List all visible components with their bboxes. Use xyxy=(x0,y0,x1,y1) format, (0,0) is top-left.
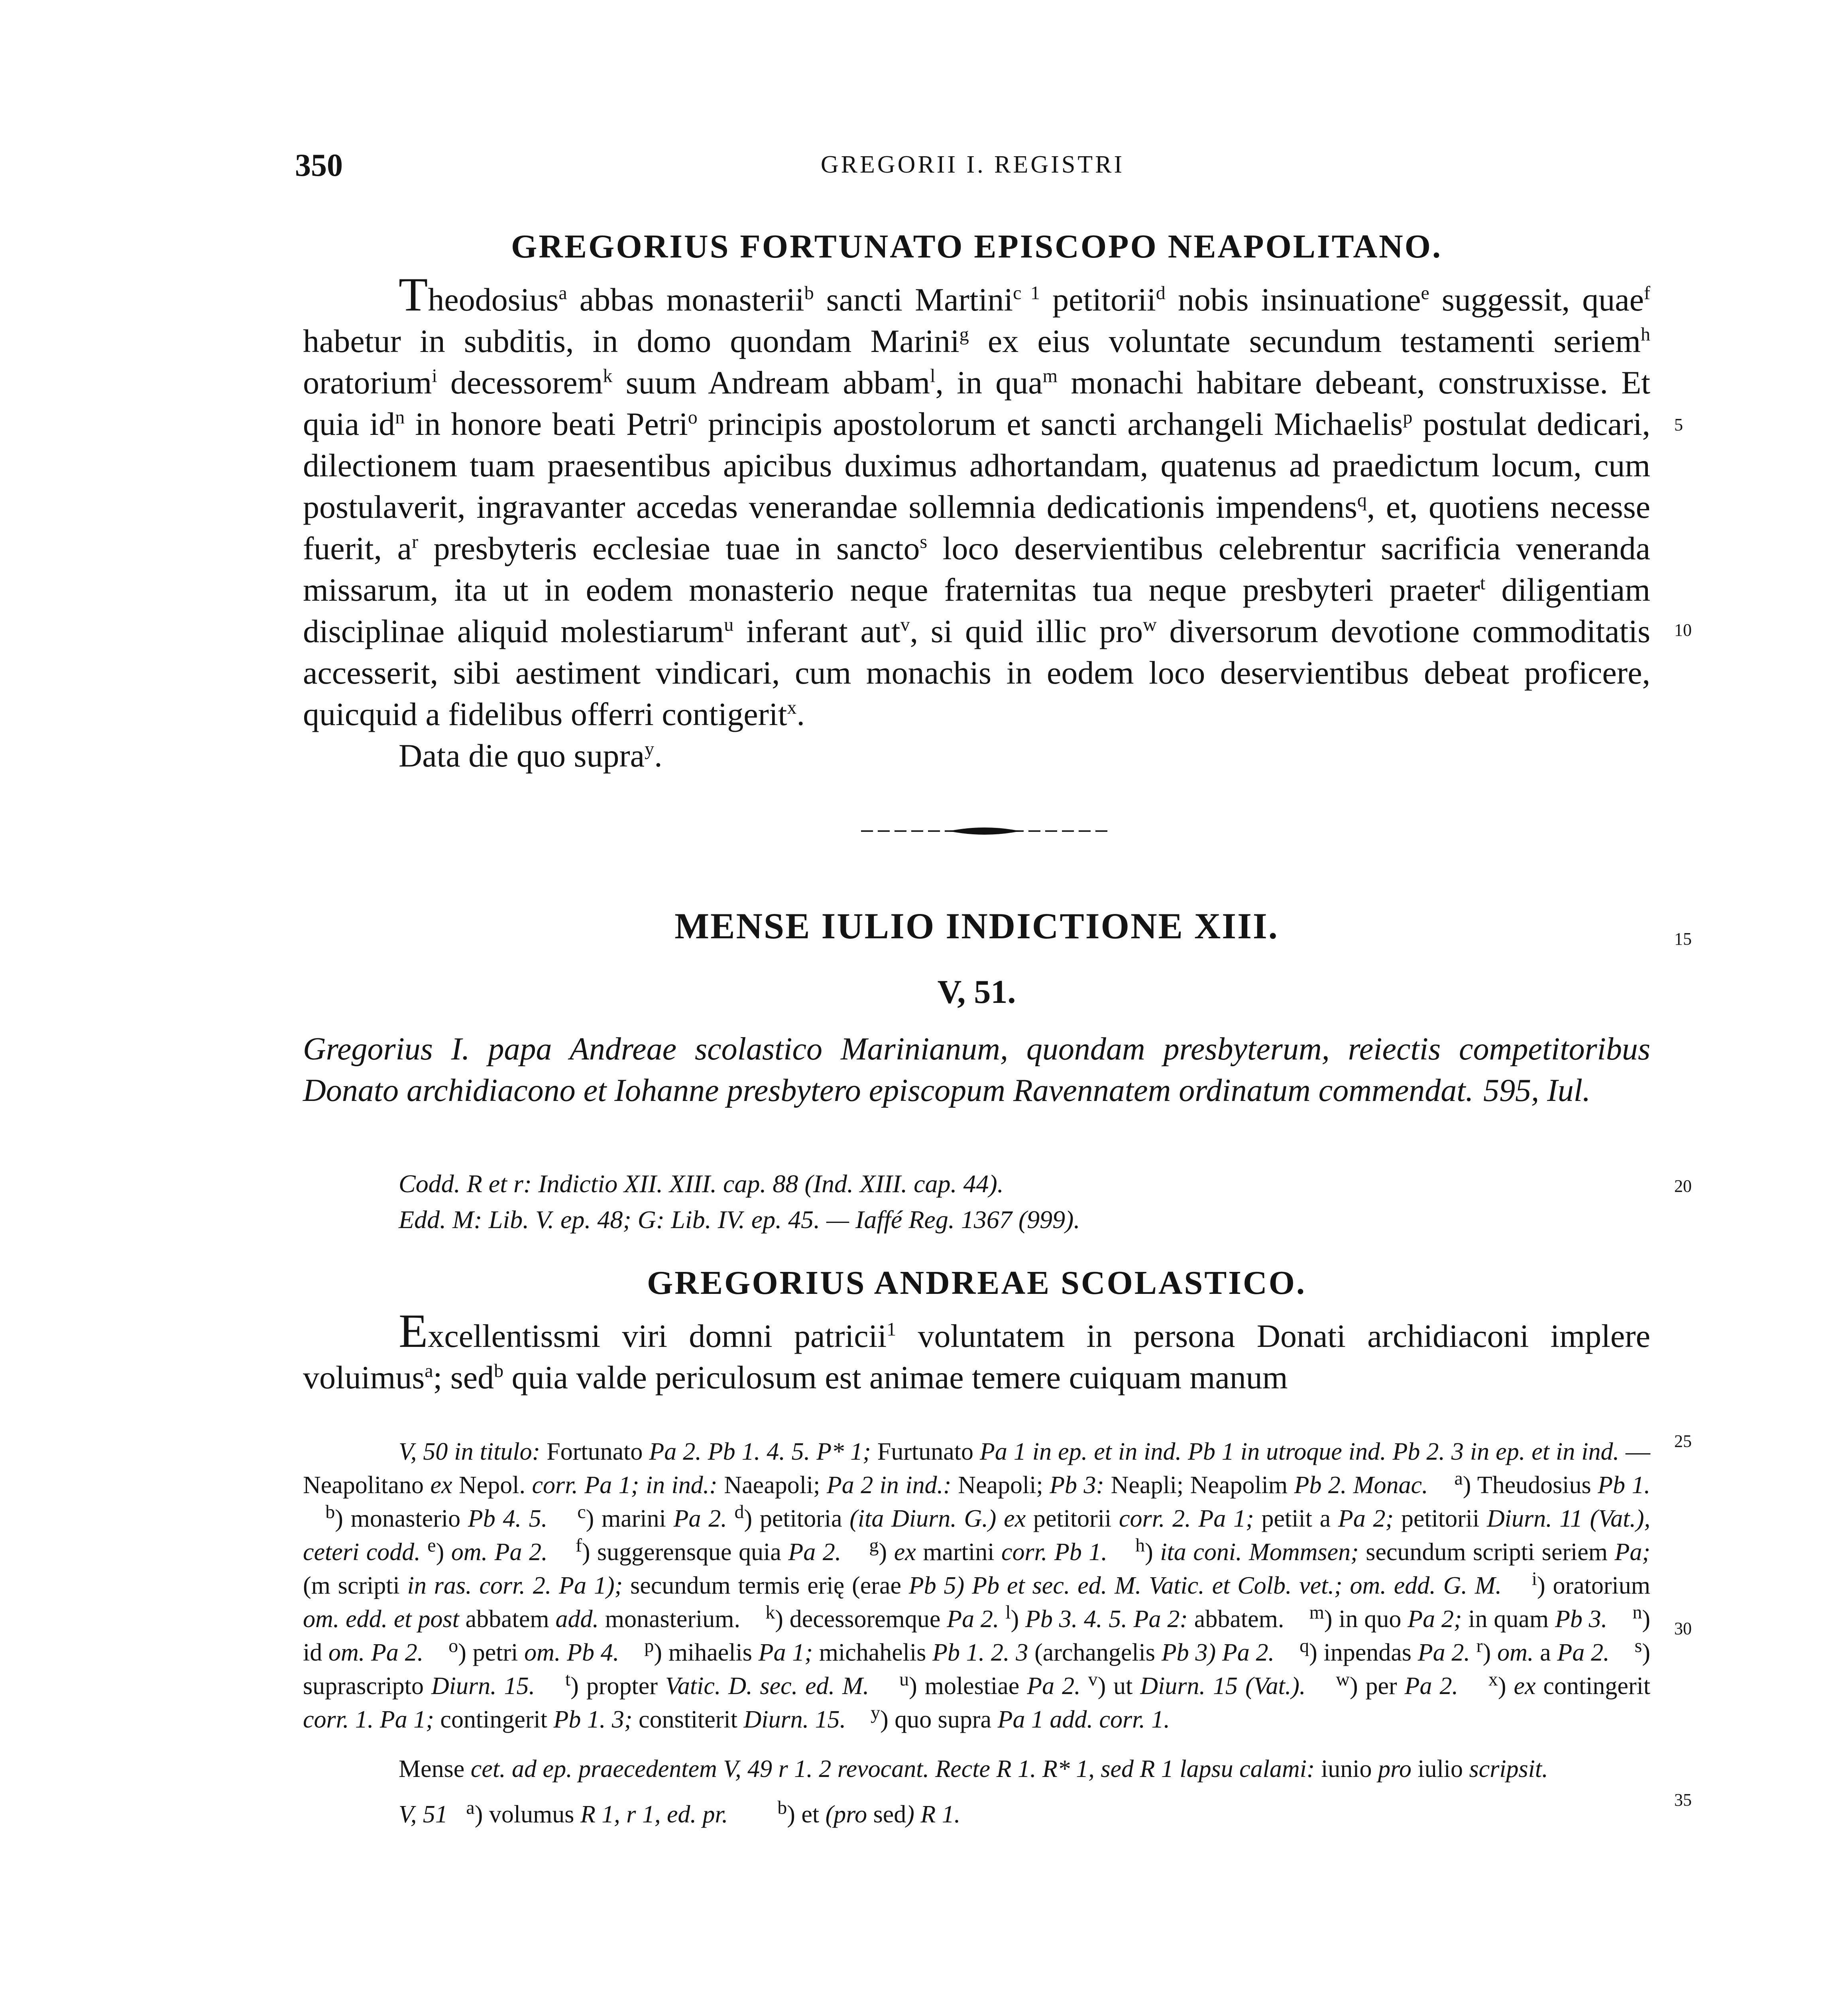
line-number: 30 xyxy=(1674,1619,1692,1638)
letter-51 xyxy=(303,1264,1650,1398)
page-number: 350 xyxy=(295,148,343,183)
line-number: 15 xyxy=(1674,929,1692,949)
codices-list xyxy=(399,1166,1614,1238)
line-number: 35 xyxy=(1674,1790,1692,1810)
apparatus-50: V, 50 in titulo: Fortunato Pa 2. Pb 1. 4. 5. P* 1; Furtunato Pa 1 in ep. et in ind. Pb 1 in utroque ind. Pb 2. 3 in ep. et in ind. — Neapolitano ex Nepol. corr. Pa 1; in ind.: Naeapoli; Pa 2 in ind.: Neapoli; Pb 3: Neapli; Neapolim Pb 2. Monac. $^a$) Theudosius Pb 1. $^b$) monasterio Pb 4. 5. $^c$) marini Pa 2. $^d$) petitoria (ita Diurn. G.) ex petitorii corr. 2. Pa 1; petiit a Pa 2; petitorii Diurn. 11 (Vat.), ceteri codd. $^e$) om. Pa 2. $^f$) suggerensque quia Pa 2. $^g$) ex martini corr. Pb 1. $^h$) ita coni. Mommsen; secundum scripti seriem Pa; (m scripti in ras. corr. 2. Pa 1); secundum termis erię (erae Pb 5) Pb et sec. ed. M. Vatic. et Colb. vet.; om. edd. G. M. $^i$) oratorium om. edd. et post abbatem add. monasterium. $^k$) decessoremque Pa 2. $^l$) Pb 3. 4. 5. Pa 2: abbatem. $^m$) in quo Pa 2; in quam Pb 3. $^n$) id om. Pa 2. $^o$) petri om. Pb 4. $^p$) mihaelis Pa 1; michahelis Pb 1. 2. 3 (archangelis Pb 3) Pa 2. $^q$) inpendas Pa 2. $^r$) om. a Pa 2. $^s$) suprascripto Diurn. 15. $^t$) propter Vatic. D. sec. ed. M. $^u$) molestiae Pa 2. $^v$) ut Diurn. 15 (Vat.). $^w$) per Pa 2. $^x$) ex contingerit corr. 1. Pa 1; contingerit Pb 1. 3; constiterit Diurn. 15. $^y$) quo supra Pa 1 add. corr. 1. xyxy=(303,1438,1651,1733)
letter-51-summary xyxy=(303,1028,1650,1111)
line-number: 5 xyxy=(1674,415,1683,434)
letter-50-closing: Data die quo supra$^y$. xyxy=(399,737,663,774)
letter-50-heading: GREGORIUS FORTUNATO EPISCOPO NEAPOLITANO. xyxy=(511,228,1442,265)
ornament-divider xyxy=(857,823,1112,839)
month-heading: MENSE IULIO INDICTIONE XIII. xyxy=(674,906,1279,946)
running-title: GREGORII I. REGISTRI xyxy=(820,151,1125,178)
letter-50-text: Theodosius$^a$ abbas monasterii$^b$ sancti Martini$^{c 1}$ petitorii$^d$ nobis insinuatione$^e$ suggessit, quae$^f$ habetur in subditis, in domo quondam Marini$^g$ ex eius voluntate secundum testamenti seriem$^h$ oratorium$^i$ decessorem$^k$ suum Andream abbam$^l$, in qua$^m$ monachi habitare debeant, construxisse. Et quia $id^n$ in honore beati Petri$^o$ principis apostolorum et sancti archangeli Michaelis$^p$ postulat dedicari, dilectionem tuam praesentibus apicibus duximus adhortandam, quatenus ad praedictum locum, cum postulaverit, ingravanter accedas venerandae sollemnia dedicationis impendens$^q$, et, quotiens necesse fuerit, $a^r$ presbyteris ecclesiae tuae in sancto$^s$ loco deservientibus celebrentur sacrificia veneranda missarum, ita ut in eodem monasterio neque fraternitas tua neque presbyteri praeter$^t$ diligentiam disciplinae aliquid molestiarum$^u$ inferant aut$^v$, si quid illic pro$^w$ diversorum devotione commoditatis accesserit, sibi aestiment vindicari, cum monachis in eodem loco deservientibus debeat proficere, quicquid a fidelibus offerri contigerit$^x$. xyxy=(303,268,1651,732)
codices-line: Codd. R et r: Indictio XII. XIII. cap. 88 (Ind. XIII. cap. 44). xyxy=(399,1169,1004,1198)
letter-50 xyxy=(303,227,1650,776)
line-number: 10 xyxy=(1674,620,1692,640)
line-number: 25 xyxy=(1674,1431,1692,1451)
letter-51-heading: GREGORIUS ANDREAE SCOLASTICO. xyxy=(647,1264,1306,1301)
letter-51-number: V, 51. xyxy=(937,973,1016,1010)
critical-apparatus xyxy=(303,1435,1650,1831)
letter-51-summary-text: Gregorius I. papa Andreae scolastico Marinianum, quondam presbyterum, reiectis competitoribus Donato archidiacono et Iohanne presbytero episcopum Ravennatem ordinatum commendat. xyxy=(303,1032,1650,1108)
letter-51-date: 595, Iul. xyxy=(1483,1073,1590,1108)
editions-line: Edd. M: Lib. V. ep. 48; G: Lib. IV. ep. 45. — Iaffé Reg. 1367 (999). xyxy=(399,1205,1080,1234)
letter-51-text: Excellentissmi viri domni patricii$^1$ voluntatem in persona Donati archidiaconi implere voluimus$^a$; sed$^b$ quia valde periculosum est animae temere cuiquam manum xyxy=(303,1304,1650,1395)
line-number: 20 xyxy=(1674,1176,1692,1196)
running-head xyxy=(295,147,1650,191)
apparatus-51: V, 51 $^a$) volumus R 1, r 1, ed. pr. $^b$) et (pro sed) R 1. xyxy=(399,1797,961,1828)
apparatus-mense: Mense cet. ad ep. praecedentem V, 49 r 1. 2 revocant. Recte R 1. R* 1, sed R 1 lapsu calami: iunio pro iulio scripsit. xyxy=(399,1755,1548,1783)
